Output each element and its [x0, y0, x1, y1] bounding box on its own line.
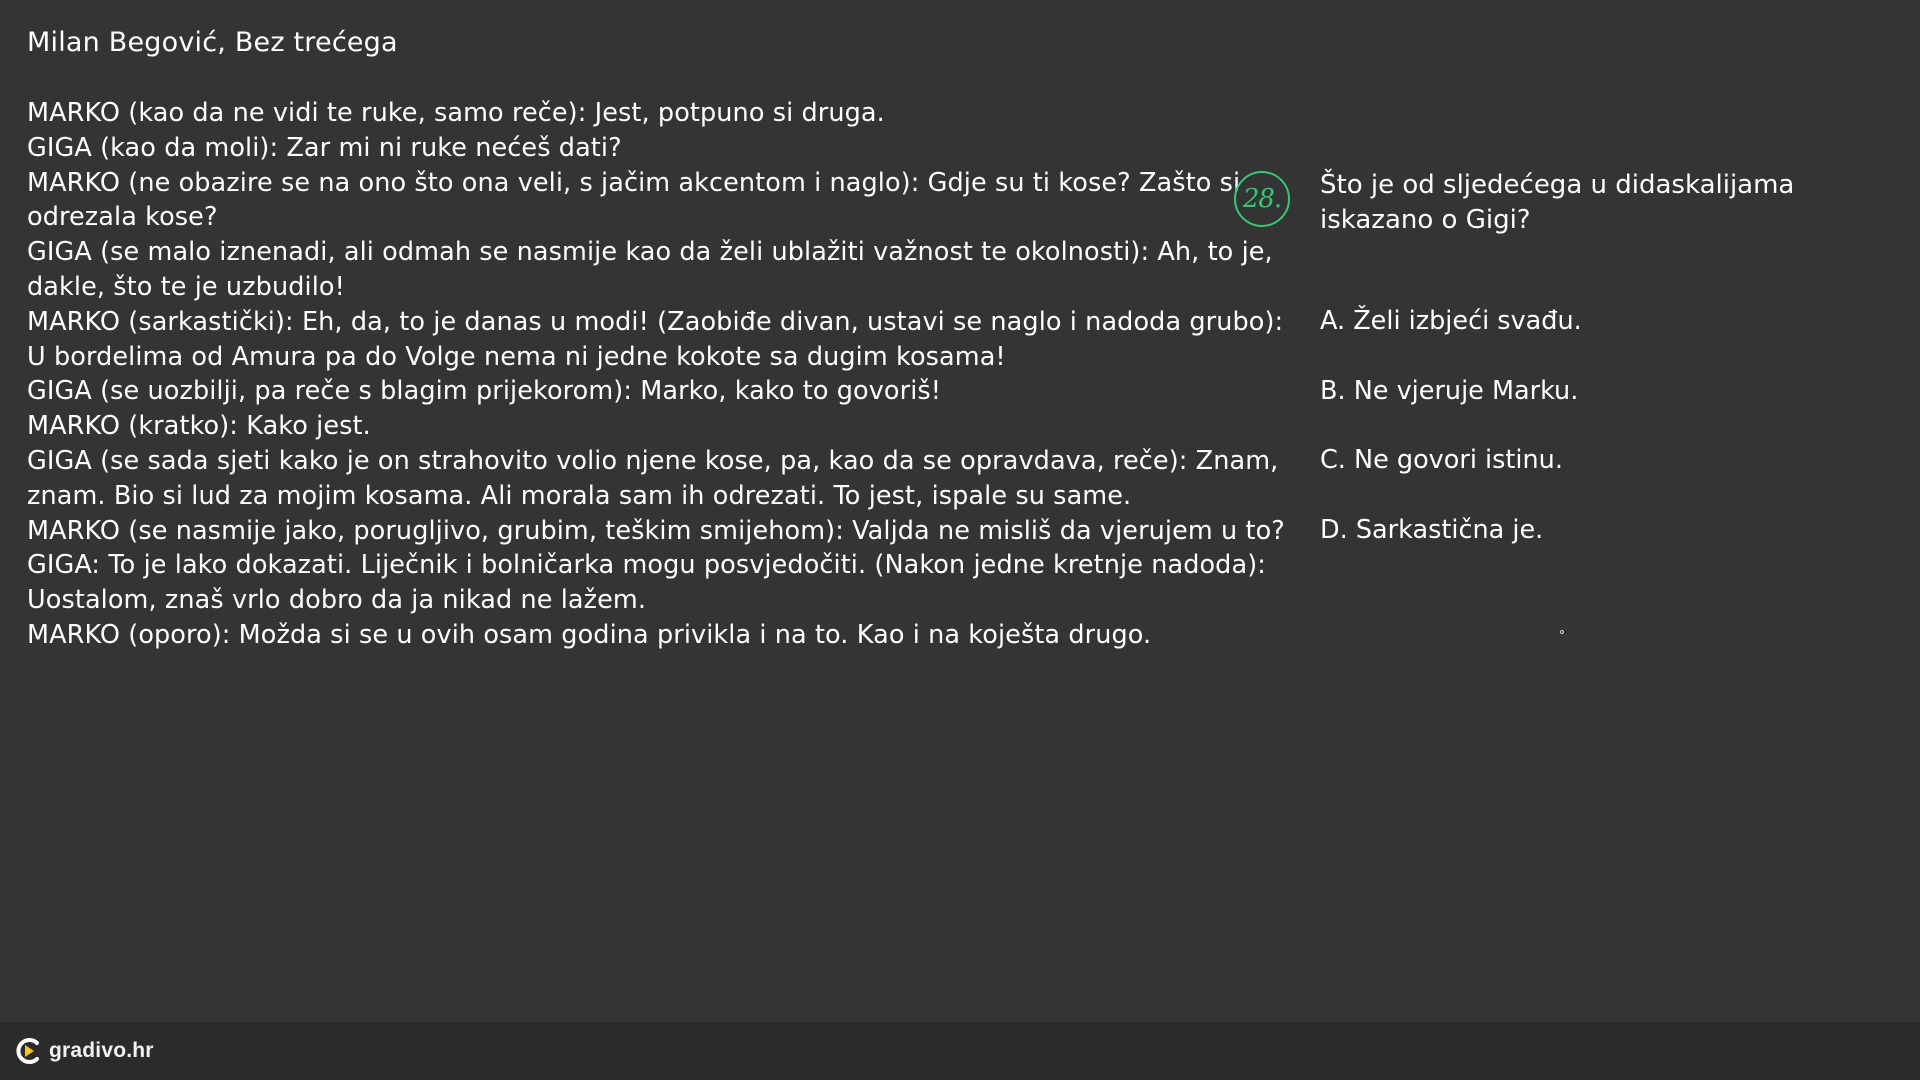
dialogue-line: MARKO (kao da ne vidi te ruke, samo reče): Jest, potpuno si druga. — [27, 98, 885, 128]
answer-options — [1320, 304, 1880, 582]
answer-option-a: A. Želi izbjeći svađu. — [1320, 306, 1582, 336]
question-number-badge: 28. — [1234, 171, 1290, 227]
brand-name[interactable]: gradivo.hr — [49, 1039, 154, 1062]
footer-bar — [0, 1022, 1920, 1080]
page-title: Milan Begović, Bez trećega — [27, 27, 398, 58]
dialogue-line: MARKO (ne obazire se na ono što ona veli, s jačim akcentom i naglo): Gdje su ti kose? Zašto si — [27, 167, 1241, 198]
dialogue-line: MARKO (sarkastički): Eh, da, to je danas u modi! (Zaobiđe divan, ustavi se naglo i nadoda grubo): — [27, 306, 1284, 337]
answer-option-c: C. Ne govori istinu. — [1320, 445, 1563, 475]
gradivo-logo-icon — [13, 1036, 43, 1066]
dialogue-line: MARKO (se nasmije jako, porugljivo, grubim, teškim smijehom): Valjda ne misliš da vjerujem u to? — [27, 515, 1285, 546]
question-text: Što je od sljedećega u didaskalijama iskazano o Gigi? — [1320, 170, 1795, 235]
dialogue-line: U bordelima od Amura pa do Volge nema ni jedne kokote sa dugim kosama! — [27, 341, 1006, 372]
dialogue-line: dakle, što te je uzbudilo! — [27, 271, 345, 302]
dialogue-line: MARKO (oporo): Možda si se u ovih osam godina privikla i na to. Kao i na koješta drugo. — [27, 619, 1152, 650]
answer-option-d: D. Sarkastična je. — [1320, 514, 1544, 545]
answer-option-b: B. Ne vjeruje Marku. — [1320, 375, 1579, 406]
cursor-dot — [1560, 630, 1564, 634]
dialogue-line: odrezala kose? — [27, 202, 218, 233]
dialogue-line: GIGA (se malo iznenadi, ali odmah se nasmije kao da želi ublažiti važnost te okolnosti): Ah, to je, — [27, 237, 1273, 268]
dialogue-line: GIGA (se uozbilji, pa reče s blagim prijekorom): Marko, kako to govoriš! — [27, 376, 942, 407]
dialogue-line: znam. Bio si lud za mojim kosama. Ali morala sam ih odrezati. To jest, ispale su same. — [27, 480, 1132, 511]
dialogue-line: GIGA: To je lako dokazati. Liječnik i bolničarka mogu posvjedočiti. (Nakon jedne kretnje nadoda): — [27, 550, 1266, 581]
dialogue-line: GIGA (kao da moli): Zar mi ni ruke nećeš dati? — [27, 132, 622, 163]
dialogue-line: Uostalom, znaš vrlo dobro da ja nikad ne lažem. — [27, 585, 647, 616]
dialogue-line: MARKO (kratko): Kako jest. — [27, 411, 371, 442]
dialogue-line: GIGA (se sada sjeti kako je on strahovito volio njene kose, pa, kao da se opravdava, reče): Znam, — [27, 445, 1279, 476]
